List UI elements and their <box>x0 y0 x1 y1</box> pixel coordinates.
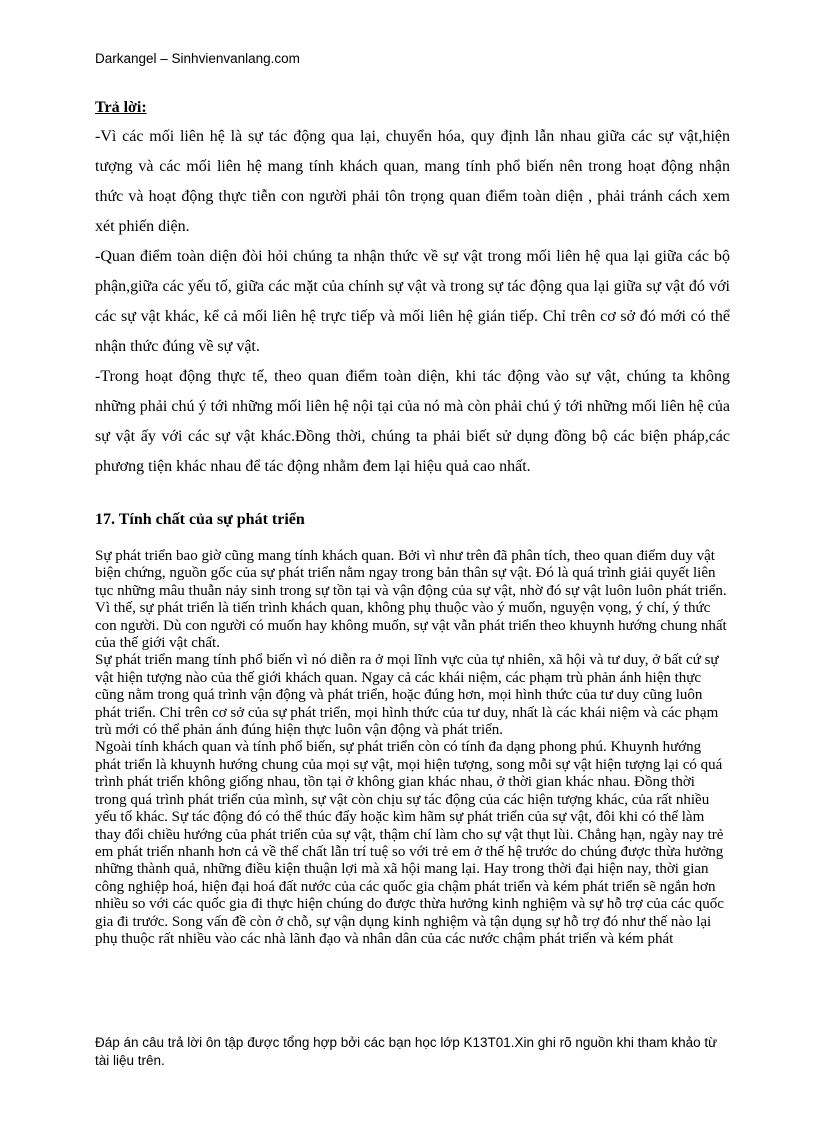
page-footer: Đáp án câu trả lời ôn tập được tổng hợp bởi các bạn học lớp K13T01.Xin ghi rõ nguồn khi tham khảo từ tài liệu trên. <box>95 1035 718 1068</box>
section-paragraph: Sự phát triển bao giờ cũng mang tính khách quan. Bởi vì như trên đã phân tích, theo quan điểm duy vật biện chứng, nguồn gốc của sự phát triển nằm ngay trong bản thân sự vật. Đó là quá trình giải quyết liên tục những mâu thuẫn nảy sinh trong sự tồn tại và vận động của sự vật, nhờ đó sự vật luôn luôn phát triển. Vì thế, sự phát triển là tiến trình khách quan, không phụ thuộc vào ý muốn, nguyện vọng, ý chí, ý thức con người. Dù con người có muốn hay không muốn, sự vật vẫn phát triển theo khuynh hướng chung nhất của thế giới vật chất. <box>95 548 727 652</box>
section-paragraph: Ngoài tính khách quan và tính phổ biến, sự phát triển còn có tính đa dạng phong phú. Khuynh hướng phát triển là khuynh hướng chung của mọi sự vật, mọi hiện tượng, song mỗi sự vật hiện tượng lại có quá trình phát triển không giống nhau, tồn tại ở không gian khác nhau, ở thời gian khác nhau. Đồng thời trong quá trình phát triển của mình, sự vật còn chịu sự tác động của các hiện tượng khác, của rất nhiều yếu tố khác. Sự tác động đó có thể thúc đẩy hoặc kìm hãm sự phát triển của sự vật, đôi khi có thể làm thay đổi chiều hướng của phát triển của sự vật, thậm chí làm cho sự vật thụt lùi. Chẳng hạn, ngày nay trẻ em phát triển nhanh hơn cả về thể chất lẫn trí tuệ so với trẻ em ở thế hệ trước do chúng được thừa hưởng những thành quả, những điều kiện thuận lợi mà xã hội mang lại. Hay trong thời đại hiện nay, thời gian công nghiệp hoá, hiện đại hoá đất nước của các quốc gia chậm phát triển và kém phát triển sẽ ngắn hơn nhiều so với các quốc gia đi thực hiện chúng do được thừa hưởng kinh nghiệm và sự hỗ trợ của các quốc gia đi trước. Song vấn đề còn ở chỗ, sự vận dụng kinh nghiệm và tận dụng sự hỗ trợ đó như thế nào lại phụ thuộc rất nhiều vào các nhà lãnh đạo và nhân dân của các nước chậm phát triển và kém phát <box>95 739 724 947</box>
section-heading: 17. Tính chất của sự phát triển <box>95 511 305 528</box>
answer-paragraph: -Vì các mối liên hệ là sự tác động qua lại, chuyển hóa, quy định lẫn nhau giữa các sự vật,hiện tượng và các mối liên hệ mang tính khách quan, mang tính phổ biến nên trong hoạt động nhận thức và hoạt động thực tiễn con người phải tôn trọng quan điểm toàn diện , phải tránh cách xem xét phiến diện. <box>95 128 730 235</box>
answer-title: Trả lời: <box>95 99 147 116</box>
page-header: Darkangel – Sinhvienvanlang.com <box>95 51 300 66</box>
document-body <box>95 98 730 948</box>
answer-paragraph: -Trong hoạt động thực tế, theo quan điểm toàn diện, khi tác động vào sự vật, chúng ta không những phải chú ý tới những mối liên hệ nội tại của nó mà còn phải chú ý tới những mối liên hệ của sự vật ấy với các sự vật khác.Đồng thời, chúng ta phải biết sử dụng đồng bộ các biện pháp,các phương tiện khác nhau để tác động nhằm đem lại hiệu quả cao nhất. <box>95 368 730 475</box>
answer-paragraph: -Quan điểm toàn diện đòi hỏi chúng ta nhận thức về sự vật trong mối liên hệ qua lại giữa các bộ phận,giữa các yếu tố, giữa các mặt của chính sự vật và trong sự tác động qua lại giữa sự vật đó với các sự vật khác, kể cả mối liên hệ trực tiếp và mối liên hệ gián tiếp. Chỉ trên cơ sở đó mới có thể nhận thức đúng về sự vật. <box>95 248 730 355</box>
section-paragraph: Sự phát triển mang tính phổ biến vì nó diễn ra ở mọi lĩnh vực của tự nhiên, xã hội và tư duy, ở bất cứ sự vật hiện tượng nào của thế giới khách quan. Ngay cả các khái niệm, các phạm trù phản ánh hiện thực cũng nằm trong quá trình vận động và phát triển, hoặc đúng hơn, mọi hình thức của tư duy cũng luôn phát triển. Chỉ trên cơ sở của sự phát triển, mọi hình thức của tư duy, nhất là các khái niệm và các phạm trù mới có thể phản ánh đúng hiện thực luôn vận động và phát triển. <box>95 652 719 739</box>
